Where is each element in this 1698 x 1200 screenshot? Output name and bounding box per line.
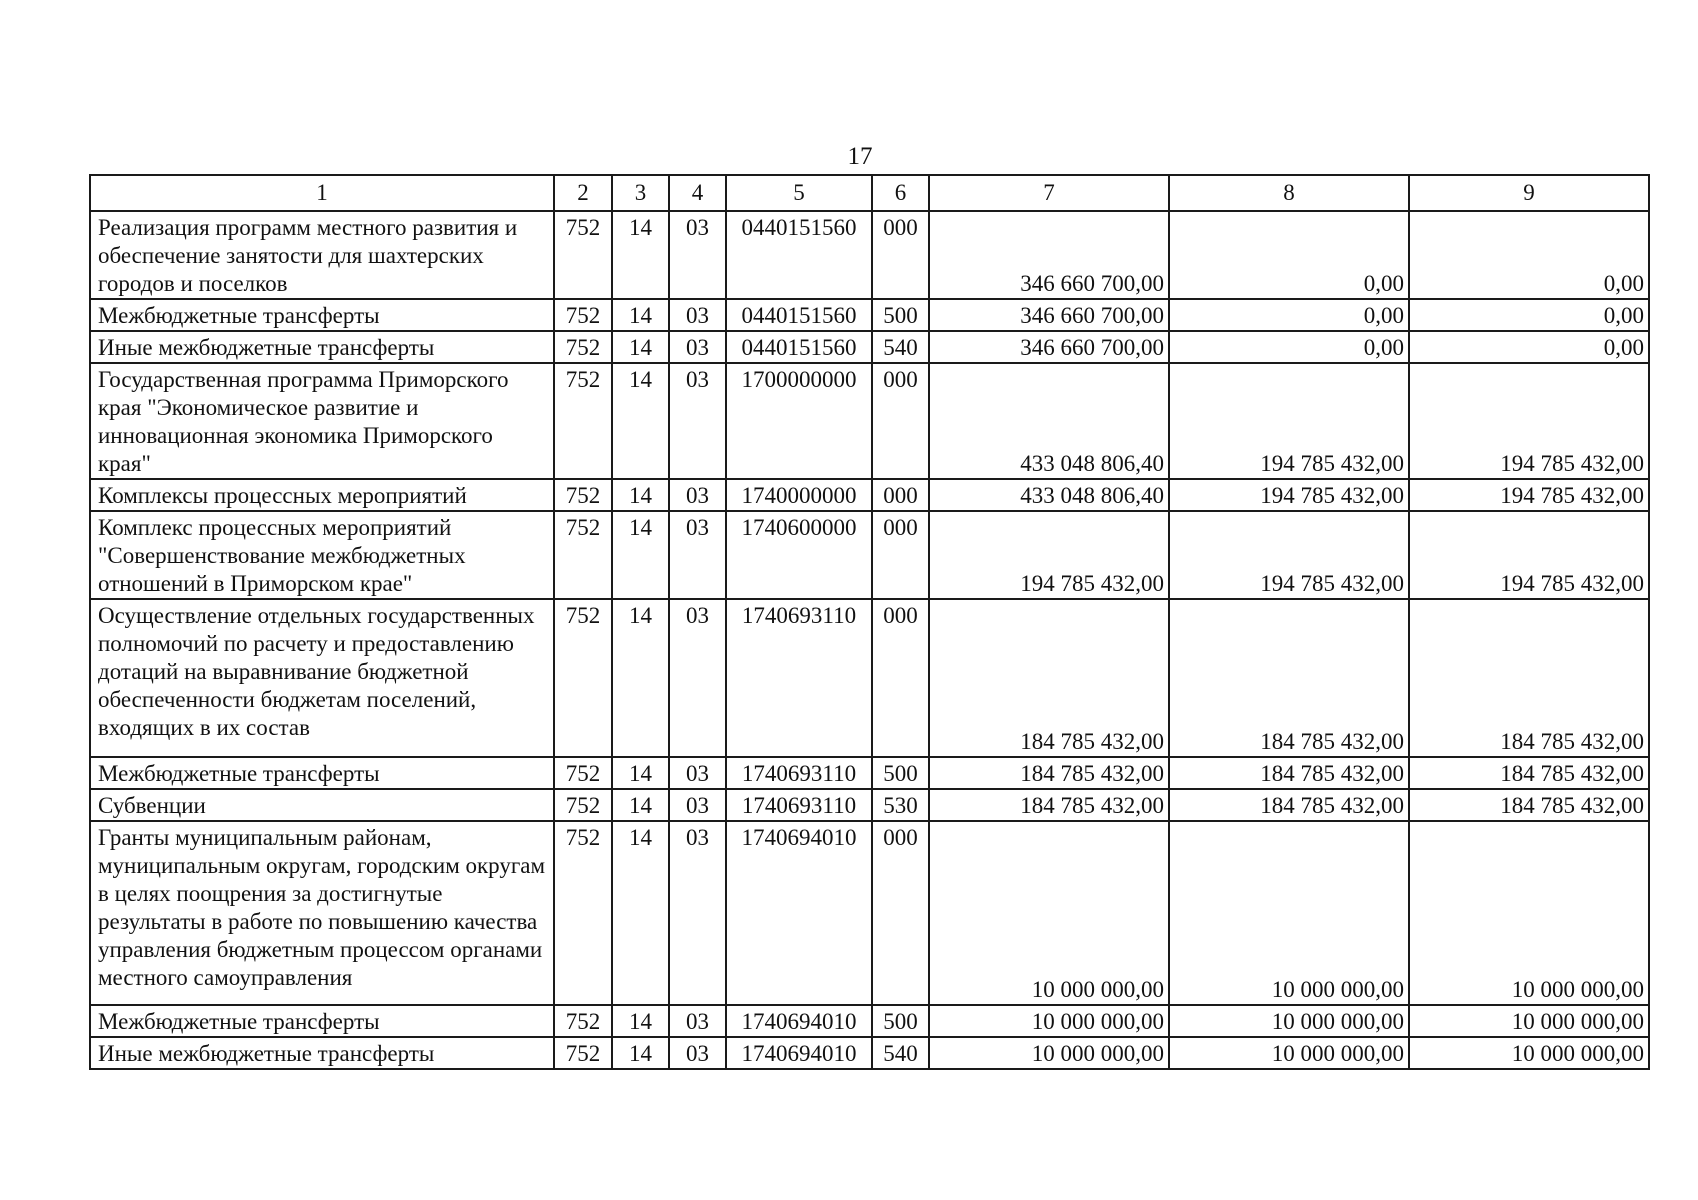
amount-cell: 194 785 432,00 [1169,363,1409,479]
code-cell: 1740694010 [726,1005,872,1037]
row-name-cell: Государственная программа Приморского края "Экономическое развитие и инновационная экономика Приморского края" [90,363,554,479]
amount-cell: 0,00 [1169,211,1409,299]
code-cell: 752 [554,479,612,511]
code-cell: 1740693110 [726,757,872,789]
column-number-row [90,175,1649,211]
column-header: 5 [726,175,872,211]
code-cell: 500 [872,757,929,789]
row-name-cell: Межбюджетные трансферты [90,1005,554,1037]
code-cell: 14 [612,821,669,1005]
code-cell: 000 [872,211,929,299]
code-cell: 14 [612,1005,669,1037]
code-cell: 03 [669,1005,726,1037]
amount-cell: 0,00 [1409,299,1649,331]
amount-cell: 10 000 000,00 [929,821,1169,1005]
code-cell: 1740694010 [726,821,872,1005]
code-cell: 000 [872,599,929,757]
table-row [90,1005,1649,1037]
code-cell: 500 [872,1005,929,1037]
code-cell: 540 [872,331,929,363]
amount-cell: 194 785 432,00 [1409,511,1649,599]
row-name-cell: Гранты муниципальным районам, муниципальным округам, городским округам в целях поощрения за достигнутые результаты в работе по повышению качества управления бюджетным процессом органами местного самоуправления [90,821,554,1005]
code-cell: 14 [612,789,669,821]
column-header: 4 [669,175,726,211]
table-row [90,599,1649,757]
code-cell: 540 [872,1037,929,1069]
row-name-cell: Иные межбюджетные трансферты [90,331,554,363]
code-cell: 000 [872,363,929,479]
amount-cell: 346 660 700,00 [929,331,1169,363]
code-cell: 0440151560 [726,299,872,331]
row-name-cell: Комплекс процессных мероприятий "Совершенствование межбюджетных отношений в Приморском крае" [90,511,554,599]
code-cell: 03 [669,363,726,479]
amount-cell: 10 000 000,00 [1409,1005,1649,1037]
code-cell: 14 [612,331,669,363]
code-cell: 752 [554,363,612,479]
column-header: 9 [1409,175,1649,211]
row-name-cell: Осуществление отдельных государственных полномочий по расчету и предоставлению дотаций на выравнивание бюджетной обеспеченности бюджетам поселений, входящих в их состав [90,599,554,757]
code-cell: 03 [669,789,726,821]
amount-cell: 10 000 000,00 [1169,1037,1409,1069]
row-name-cell: Реализация программ местного развития и обеспечение занятости для шахтерских городов и поселков [90,211,554,299]
amount-cell: 433 048 806,40 [929,479,1169,511]
code-cell: 752 [554,1005,612,1037]
amount-cell: 0,00 [1169,299,1409,331]
column-header: 7 [929,175,1169,211]
amount-cell: 0,00 [1169,331,1409,363]
table-row [90,821,1649,1005]
code-cell: 1740000000 [726,479,872,511]
amount-cell: 194 785 432,00 [1409,363,1649,479]
code-cell: 000 [872,821,929,1005]
amount-cell: 184 785 432,00 [929,599,1169,757]
amount-cell: 10 000 000,00 [1169,821,1409,1005]
table-row [90,331,1649,363]
amount-cell: 346 660 700,00 [929,299,1169,331]
row-name-cell: Межбюджетные трансферты [90,299,554,331]
amount-cell: 10 000 000,00 [929,1037,1169,1069]
table-row [90,757,1649,789]
column-header: 8 [1169,175,1409,211]
code-cell: 752 [554,599,612,757]
row-name-cell: Межбюджетные трансферты [90,757,554,789]
code-cell: 752 [554,789,612,821]
table-row [90,789,1649,821]
code-cell: 14 [612,363,669,479]
amount-cell: 10 000 000,00 [929,1005,1169,1037]
amount-cell: 184 785 432,00 [1169,599,1409,757]
row-name-cell: Комплексы процессных мероприятий [90,479,554,511]
code-cell: 1740694010 [726,1037,872,1069]
amount-cell: 0,00 [1409,211,1649,299]
code-cell: 1740600000 [726,511,872,599]
code-cell: 14 [612,511,669,599]
code-cell: 14 [612,757,669,789]
column-header: 1 [90,175,554,211]
table-body [90,211,1649,1069]
column-header: 3 [612,175,669,211]
table-row [90,363,1649,479]
code-cell: 500 [872,299,929,331]
amount-cell: 184 785 432,00 [1169,757,1409,789]
code-cell: 03 [669,331,726,363]
code-cell: 03 [669,211,726,299]
amount-cell: 433 048 806,40 [929,363,1169,479]
table-row [90,299,1649,331]
amount-cell: 194 785 432,00 [1409,479,1649,511]
code-cell: 03 [669,757,726,789]
row-name-cell: Иные межбюджетные трансферты [90,1037,554,1069]
column-header: 2 [554,175,612,211]
code-cell: 752 [554,331,612,363]
budget-table [89,174,1650,1070]
amount-cell: 194 785 432,00 [929,511,1169,599]
code-cell: 03 [669,821,726,1005]
amount-cell: 184 785 432,00 [1409,757,1649,789]
code-cell: 0440151560 [726,211,872,299]
page-number: 17 [847,143,873,170]
code-cell: 752 [554,1037,612,1069]
code-cell: 03 [669,599,726,757]
amount-cell: 184 785 432,00 [1409,599,1649,757]
amount-cell: 194 785 432,00 [1169,511,1409,599]
code-cell: 14 [612,211,669,299]
code-cell: 530 [872,789,929,821]
code-cell: 0440151560 [726,331,872,363]
code-cell: 14 [612,599,669,757]
table-row [90,511,1649,599]
code-cell: 752 [554,211,612,299]
code-cell: 1700000000 [726,363,872,479]
amount-cell: 184 785 432,00 [1169,789,1409,821]
table-row [90,1037,1649,1069]
code-cell: 03 [669,1037,726,1069]
column-header: 6 [872,175,929,211]
code-cell: 03 [669,479,726,511]
amount-cell: 10 000 000,00 [1409,1037,1649,1069]
code-cell: 000 [872,479,929,511]
row-name-cell: Субвенции [90,789,554,821]
amount-cell: 346 660 700,00 [929,211,1169,299]
code-cell: 14 [612,299,669,331]
amount-cell: 184 785 432,00 [929,757,1169,789]
table-row [90,479,1649,511]
code-cell: 752 [554,299,612,331]
amount-cell: 0,00 [1409,331,1649,363]
code-cell: 03 [669,299,726,331]
code-cell: 1740693110 [726,789,872,821]
code-cell: 752 [554,757,612,789]
code-cell: 752 [554,511,612,599]
code-cell: 1740693110 [726,599,872,757]
amount-cell: 10 000 000,00 [1409,821,1649,1005]
code-cell: 000 [872,511,929,599]
table-row [90,211,1649,299]
code-cell: 14 [612,479,669,511]
amount-cell: 194 785 432,00 [1169,479,1409,511]
code-cell: 03 [669,511,726,599]
amount-cell: 184 785 432,00 [929,789,1169,821]
code-cell: 14 [612,1037,669,1069]
amount-cell: 184 785 432,00 [1409,789,1649,821]
amount-cell: 10 000 000,00 [1169,1005,1409,1037]
code-cell: 752 [554,821,612,1005]
